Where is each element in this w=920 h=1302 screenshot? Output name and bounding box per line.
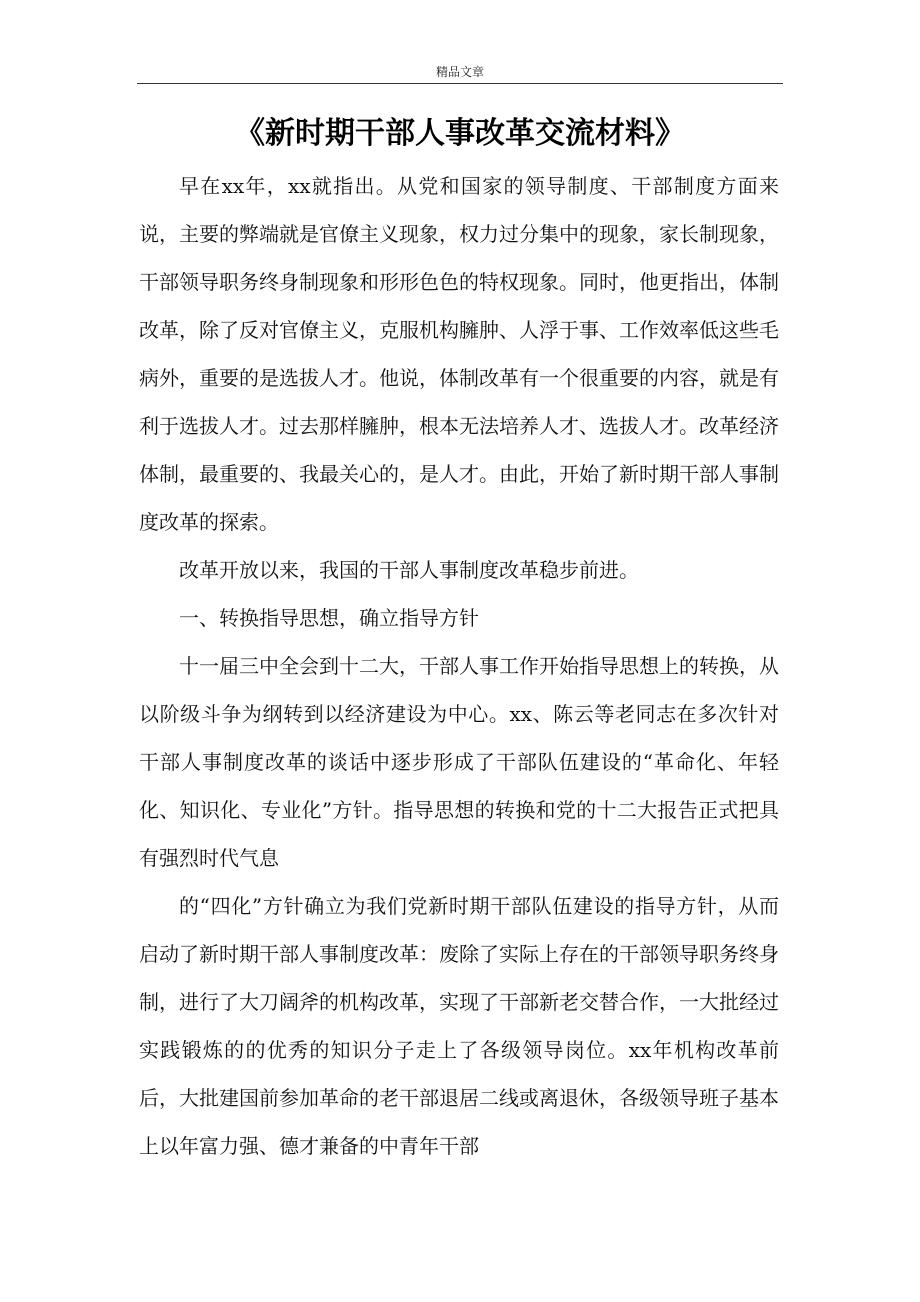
paragraph: 的“四化”方针确立为我们党新时期干部队伍建设的指导方针，从而启动了新时期干部人事制度改革：废除了实际上存在的干部领导职务终身制，进行了大刀阔斧的机构改革，实现了干部新老交替合作，一大批经过实践锻炼的的优秀的知识分子走上了各级领导岗位。xx年机构改革前后，大批建国前参加革命的老干部退居二线或离退休，各级领导班子基本上以年富力强、德才兼备的中青年干部 — [139, 894, 779, 1158]
running-header: 精品文章 — [435, 65, 484, 79]
document-title: 《新时期干部人事改革交流材料》 — [235, 116, 685, 151]
section-heading: 一、转换指导思想，确立指导方针 — [179, 606, 479, 630]
paragraph: 十一届三中全会到十二大，干部人事工作开始指导思想上的转换，从以阶级斗争为纲转到以经济建设为中心。xx、陈云等老同志在多次针对干部人事制度改革的谈话中逐步形成了干部队伍建设的“革命化、年轻化、知识化、专业化”方针。指导思想的转换和党的十二大报告正式把具有强烈时代气息 — [139, 654, 779, 870]
paragraph: 早在xx年，xx就指出。从党和国家的领导制度、干部制度方面来说，主要的弊端就是官僚主义现象，权力过分集中的现象，家长制现象，干部领导职务终身制现象和形形色色的特权现象。同时，他更指出，体制改革，除了反对官僚主义，克服机构臃肿、人浮于事、工作效率低这些毛病外，重要的是选拔人才。他说，体制改革有一个很重要的内容，就是有利于选拔人才。过去那样臃肿，根本无法培养人才、选拔人才。改革经济体制，最重要的、我最关心的，是人才。由此，开始了新时期干部人事制度改革的探索。 — [139, 174, 779, 534]
header-divider — [137, 83, 783, 84]
paragraph: 改革开放以来，我国的干部人事制度改革稳步前进。 — [179, 558, 639, 582]
document-body — [139, 162, 779, 1170]
